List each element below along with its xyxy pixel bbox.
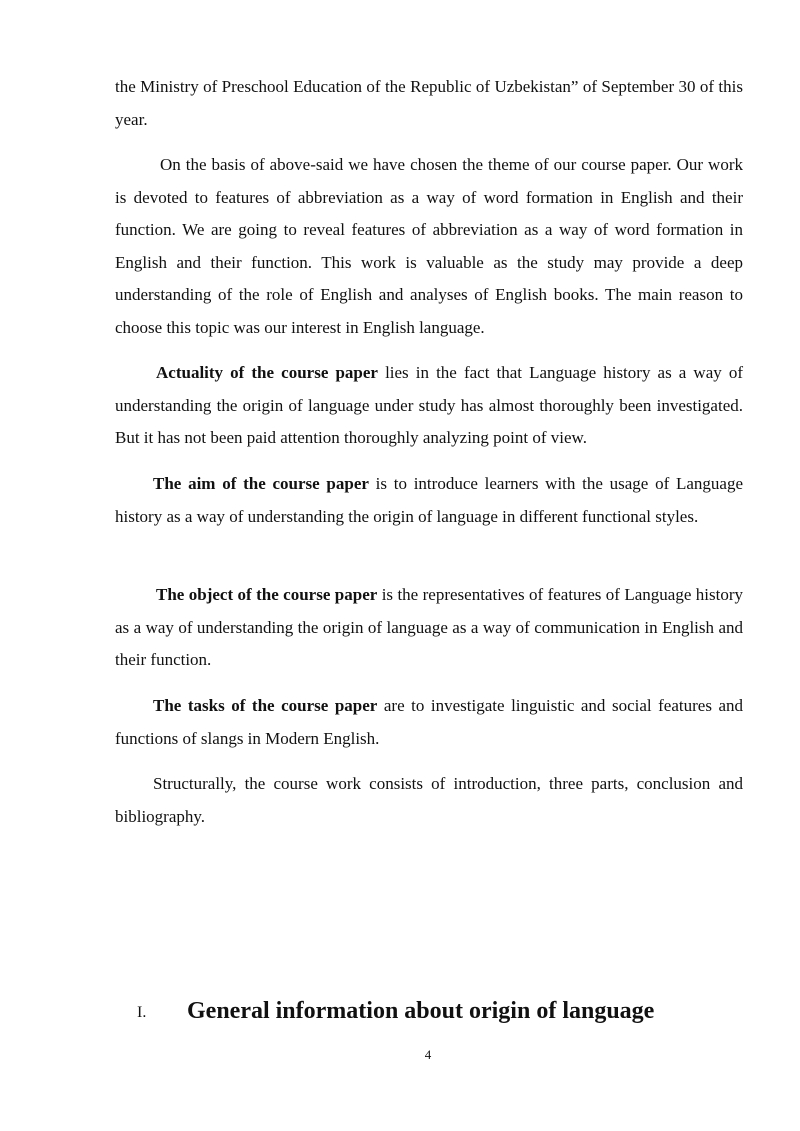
paragraph-text: Structurally, the course work consists of introduction, three parts, conclusion and bibliography. [115,774,743,826]
paragraph-text: the Ministry of Preschool Education of the Republic of Uzbekistan” of September 30 of this year. [115,77,743,129]
page-number: 4 [424,1047,432,1062]
paragraph-lead-bold: The object of the course paper [156,585,378,604]
paragraph-lead-bold: The aim of the course paper [153,474,369,493]
paragraph-aim [115,468,743,533]
paragraph-theme [115,149,743,344]
paragraph-actuality [115,357,743,455]
paragraph-lead-bold: Actuality of the course paper [156,363,378,382]
paragraph-continuation [115,71,743,136]
paragraph-object [115,579,743,677]
paragraph-lead-bold: The tasks of the course paper [153,696,378,715]
section-number: I. [137,1004,147,1021]
section-heading: General information about origin of language [187,998,655,1024]
paragraph-text: lies in the fact that Language history as a way of understanding the origin of language under study has almost thoroughly been investigated. But it has not been paid attention thoroughly analyzing point of view. [115,363,744,447]
paragraph-text: is the representatives of features of Language history as a way of understanding the origin of language as a way of communication in English and their function. [115,585,743,669]
paragraph-tasks [115,690,743,755]
paragraph-text: is to introduce learners with the usage of Language history as a way of understanding the origin of language in different functional styles. [115,474,743,526]
paragraph-text: are to investigate linguistic and social features and functions of slangs in Modern English. [115,696,744,748]
paragraph-structure [115,768,743,833]
paragraph-text: On the basis of above-said we have chosen the theme of our course paper. Our work is devoted to features of abbreviation as a way of word formation in English and their function. We are going to reveal features of abbreviation as a way of word formation in English and their function. This work is valuable as the study may provide a deep understanding of the role of English and analyses of English books. The main reason to choose this topic was our interest in English language. [115,155,743,337]
